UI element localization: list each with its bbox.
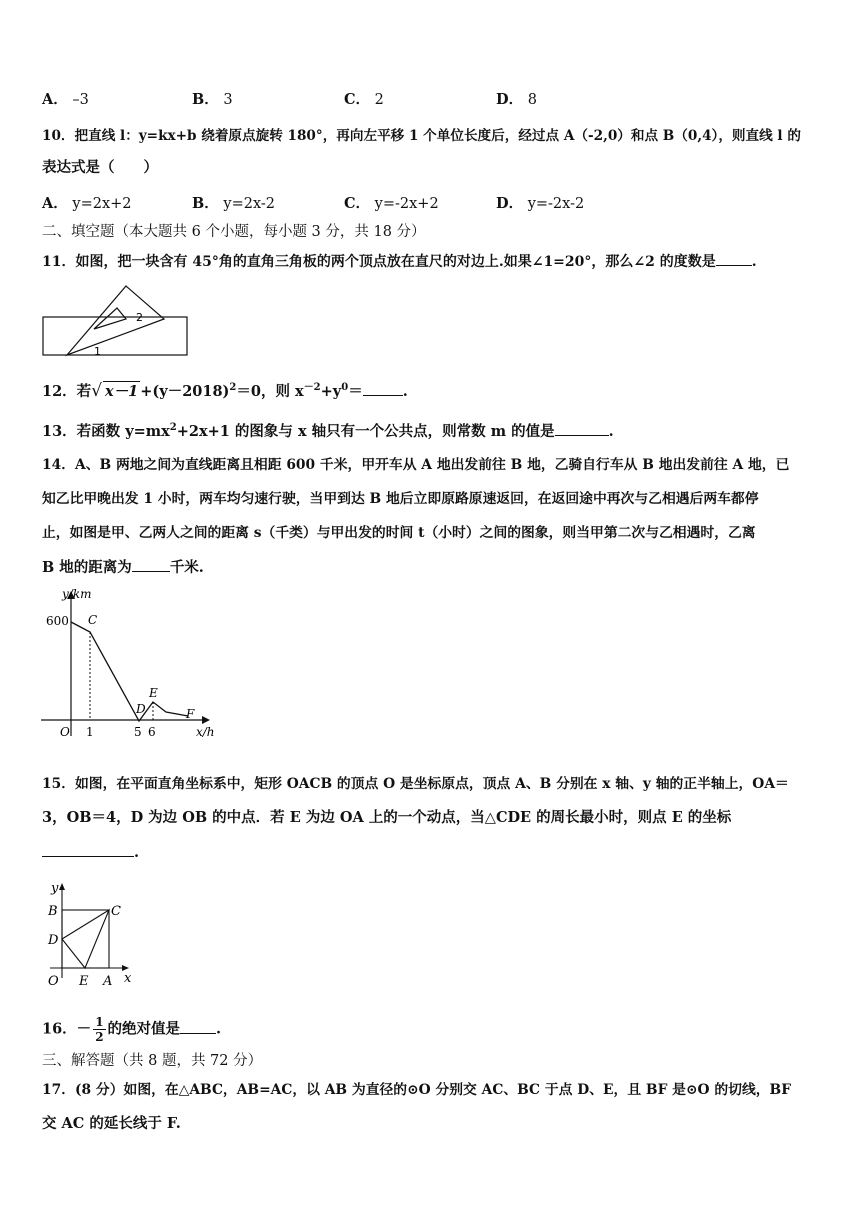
q14-line2: 知乙比甲晚出发 1 小时，两车均匀速行驶，当甲到达 B 地后立即原路原速返回，在返回途中再次与乙相遇后两车都停 bbox=[42, 491, 759, 507]
distance-polyline bbox=[71, 622, 188, 721]
label-d: D bbox=[48, 933, 59, 948]
section-3-heading: 三、解答题（共 8 题，共 72 分） bbox=[42, 1053, 263, 1069]
q9-option-d: D． 8 bbox=[496, 91, 537, 108]
q17-line1: 17．(8 分）如图，在△ABC，AB=AC，以 AB 为直径的⊙O 分别交 AC、BC 于点 D、E，且 BF 是⊙O 的切线，BF bbox=[42, 1082, 791, 1098]
origin-label: O bbox=[60, 725, 70, 739]
angle-1-label: 1 bbox=[94, 345, 101, 358]
triangle-cde bbox=[62, 910, 109, 968]
point-c-label: C bbox=[88, 613, 98, 627]
x-tick-6: 6 bbox=[148, 725, 156, 739]
q12-radicand: x－1 bbox=[105, 383, 139, 400]
q10-line1: 10．把直线 l：y=kx+b 绕着原点旋转 180°，再向左平移 1 个单位长度后，经过点 A（-2,0）和点 B（0,4），则直线 l 的 bbox=[42, 128, 801, 144]
rectangle-oacb bbox=[62, 910, 109, 968]
q9-option-c: C． 2 bbox=[344, 91, 384, 108]
q14-line1: 14．A、B 两地之间为直线距离且相距 600 千米，甲开车从 A 地出发前往 B 地，乙骑自行车从 B 地出发前往 A 地，已 bbox=[42, 457, 790, 473]
q16-fraction: $\frac{1}{2}$ bbox=[95, 1015, 104, 1044]
q9-option-b: B． 3 bbox=[192, 91, 233, 108]
q11-text: 11．如图，把一块含有 45°角的直角三角板的两个顶点放在直尺的对边上.如果∠1=20°，那么∠2 的度数是 . bbox=[42, 251, 757, 272]
q15-line2: 3，OB＝4，D 为边 OB 的中点．若 E 为边 OA 上的一个动点，当△CDE 的周长最小时，则点 E 的坐标 bbox=[42, 809, 732, 826]
point-e-label: E bbox=[149, 686, 158, 700]
section-2-heading: 二、填空题（本大题共 6 个小题，每小题 3 分，共 18 分） bbox=[42, 224, 426, 240]
label-y: y bbox=[51, 881, 59, 896]
q14-line3: 止，如图是甲、乙两人之间的距离 s（千类）与甲出发的时间 t（小时）之间的图象，则当甲第二次与乙相遇时，乙离 bbox=[42, 525, 756, 541]
triangle-outer bbox=[67, 286, 164, 355]
q10-option-a: A． y=2x+2 bbox=[42, 195, 132, 212]
q13-text: 13．若函数 $y=mx^2+2x+1$ 的图象与 x 轴只有一个公共点，则常数 m 的值是 . bbox=[42, 422, 614, 440]
x-tick-5: 5 bbox=[134, 725, 142, 739]
y-axis-label: y/km bbox=[62, 587, 92, 601]
y-tick-600: 600 bbox=[46, 614, 69, 628]
q15-line1: 15．如图，在平面直角坐标系中，矩形 OACB 的顶点 O 是坐标原点，顶点 A、B 分别在 x 轴、y 轴的正半轴上，OA＝ bbox=[42, 776, 789, 792]
q15-rectangle-figure bbox=[40, 878, 150, 992]
q15-line3: . bbox=[42, 842, 139, 863]
q9-option-a: A． –3 bbox=[42, 91, 89, 108]
label-a: A bbox=[103, 974, 113, 989]
label-x: x bbox=[124, 971, 132, 986]
q14-distance-time-graph bbox=[38, 586, 228, 746]
q17-line2: 交 AC 的延长线于 F. bbox=[42, 1115, 181, 1132]
q10-option-c: C． y=-2x+2 bbox=[344, 195, 439, 212]
q14-line4: B 地的距离为 千米. bbox=[42, 559, 204, 576]
label-b: B bbox=[48, 904, 58, 919]
x-axis-label: x/h bbox=[196, 725, 215, 739]
q12-text: 12．若√ $x-1 +(y-2018)^2=0$，则 $x^{-2}+y^0=$ . bbox=[42, 381, 408, 401]
y-axis-arrow bbox=[59, 883, 65, 890]
x-axis-arrow bbox=[202, 716, 210, 724]
x-tick-1: 1 bbox=[86, 725, 94, 739]
point-f-label: F bbox=[186, 707, 195, 721]
q11-ruler-triangle-figure bbox=[40, 282, 192, 360]
point-d-label: D bbox=[136, 702, 146, 716]
q10-line2: 表达式是（ ） bbox=[42, 159, 158, 176]
label-e: E bbox=[79, 974, 89, 989]
q10-option-d: D． y=-2x-2 bbox=[496, 195, 585, 212]
q16-text: 16．－ $\frac{1}{2}$ 的绝对值是 . bbox=[42, 1015, 222, 1044]
label-c: C bbox=[111, 904, 121, 919]
angle-2-label: 2 bbox=[136, 311, 143, 324]
q10-option-b: B． y=2x-2 bbox=[192, 195, 275, 212]
label-o: O bbox=[48, 974, 59, 989]
